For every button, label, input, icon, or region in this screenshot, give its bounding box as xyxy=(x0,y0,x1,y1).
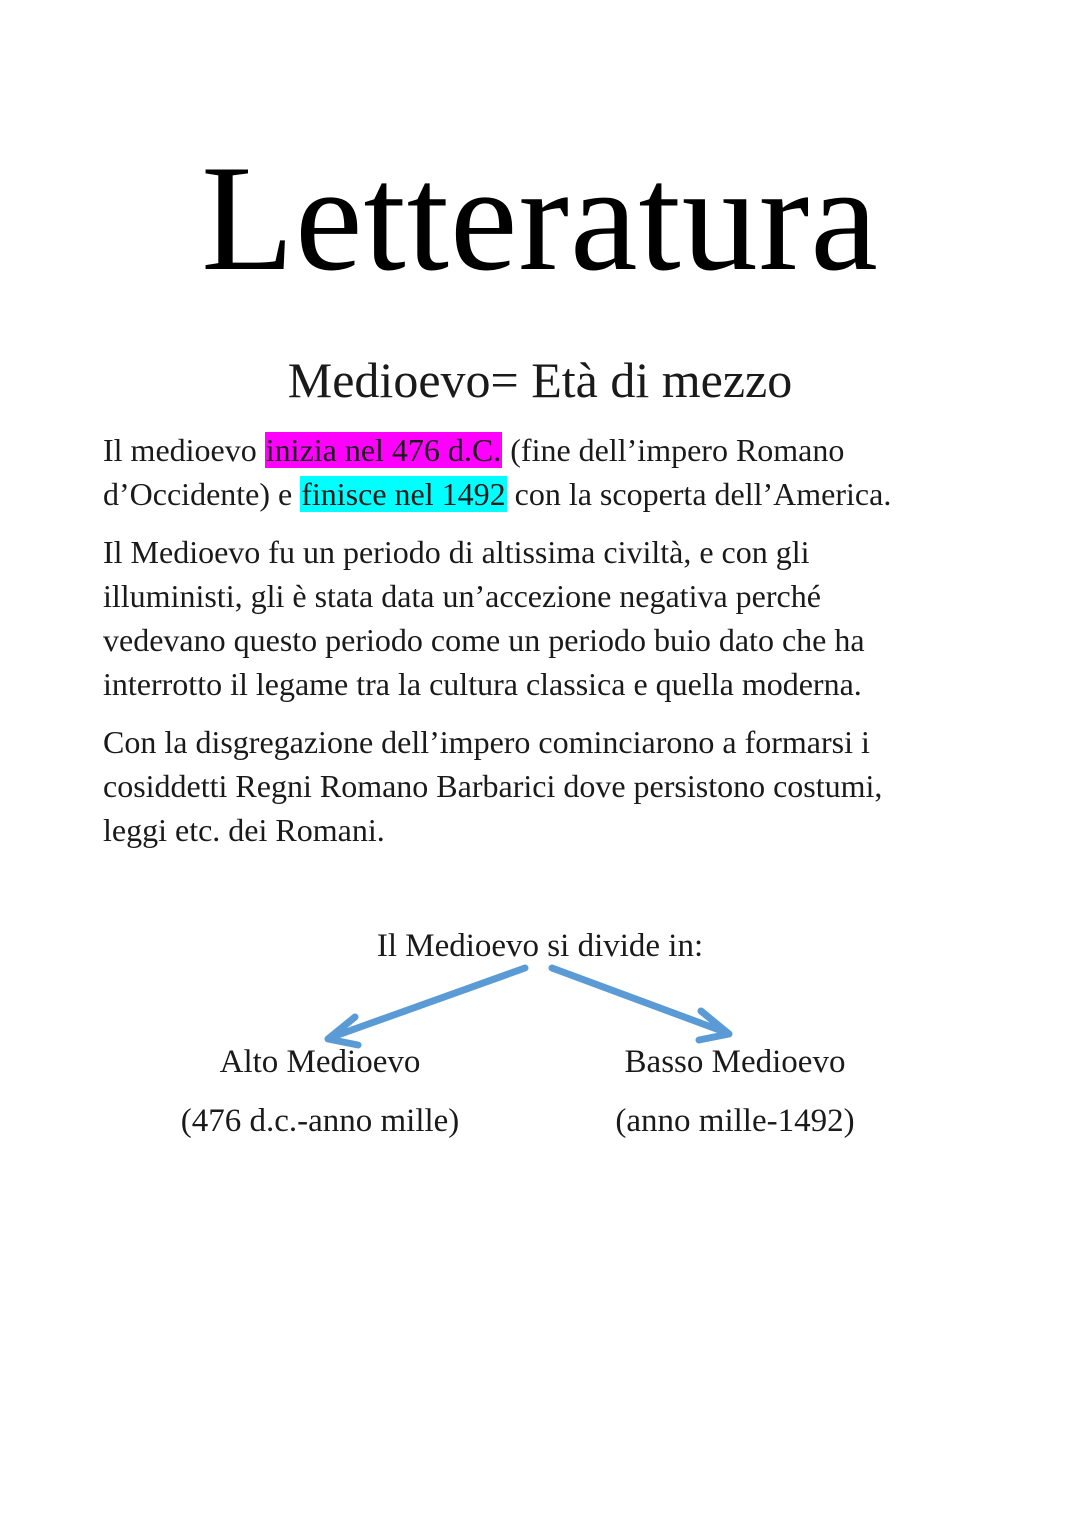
arrow-left-icon xyxy=(328,968,525,1045)
text-line: illuministi, gli è stata data un’accezione negativa perché xyxy=(103,578,821,614)
text-line: vedevano questo periodo come un periodo buio dato che ha xyxy=(103,622,865,658)
subtitle: Medioevo= Età di mezzo xyxy=(287,352,793,408)
text-line: leggi etc. dei Romani. xyxy=(103,812,385,848)
branch-basso-medioevo: Basso Medioevo xyxy=(624,1044,846,1080)
paragraph-dates-text: con la scoperta dell’America. xyxy=(506,476,892,512)
arrow-right-shaft xyxy=(552,968,722,1031)
paragraph-dates-text: Il medioevo xyxy=(103,432,265,468)
highlight-end-date: finisce nel 1492 xyxy=(301,476,506,512)
text-line: Con la disgregazione dell’impero cominciarono a formarsi i xyxy=(103,724,870,760)
arrow-left-shaft xyxy=(335,968,525,1036)
paragraph-dates-text: d’Occidente) e xyxy=(103,476,301,512)
branch-basso-medioevo-dates: (anno mille-1492) xyxy=(615,1103,855,1139)
branch-alto-medioevo: Alto Medioevo xyxy=(219,1044,421,1080)
branch-alto-medioevo-dates: (476 d.c.-anno mille) xyxy=(180,1103,460,1139)
highlight-start-date: inizia nel 476 d.C. xyxy=(265,432,502,468)
paragraph-dates-text: (fine dell’impero Romano xyxy=(502,432,845,468)
text-line: cosiddetti Regni Romano Barbarici dove persistono costumi, xyxy=(103,768,883,804)
text-line: interrotto il legame tra la cultura classica e quella moderna. xyxy=(103,666,862,702)
page-title: Letteratura xyxy=(201,134,879,302)
arrow-right-icon xyxy=(552,968,729,1040)
text-line: Il Medioevo fu un periodo di altissima civiltà, e con gli xyxy=(103,534,810,570)
diagram-label: Il Medioevo si divide in: xyxy=(376,928,704,964)
